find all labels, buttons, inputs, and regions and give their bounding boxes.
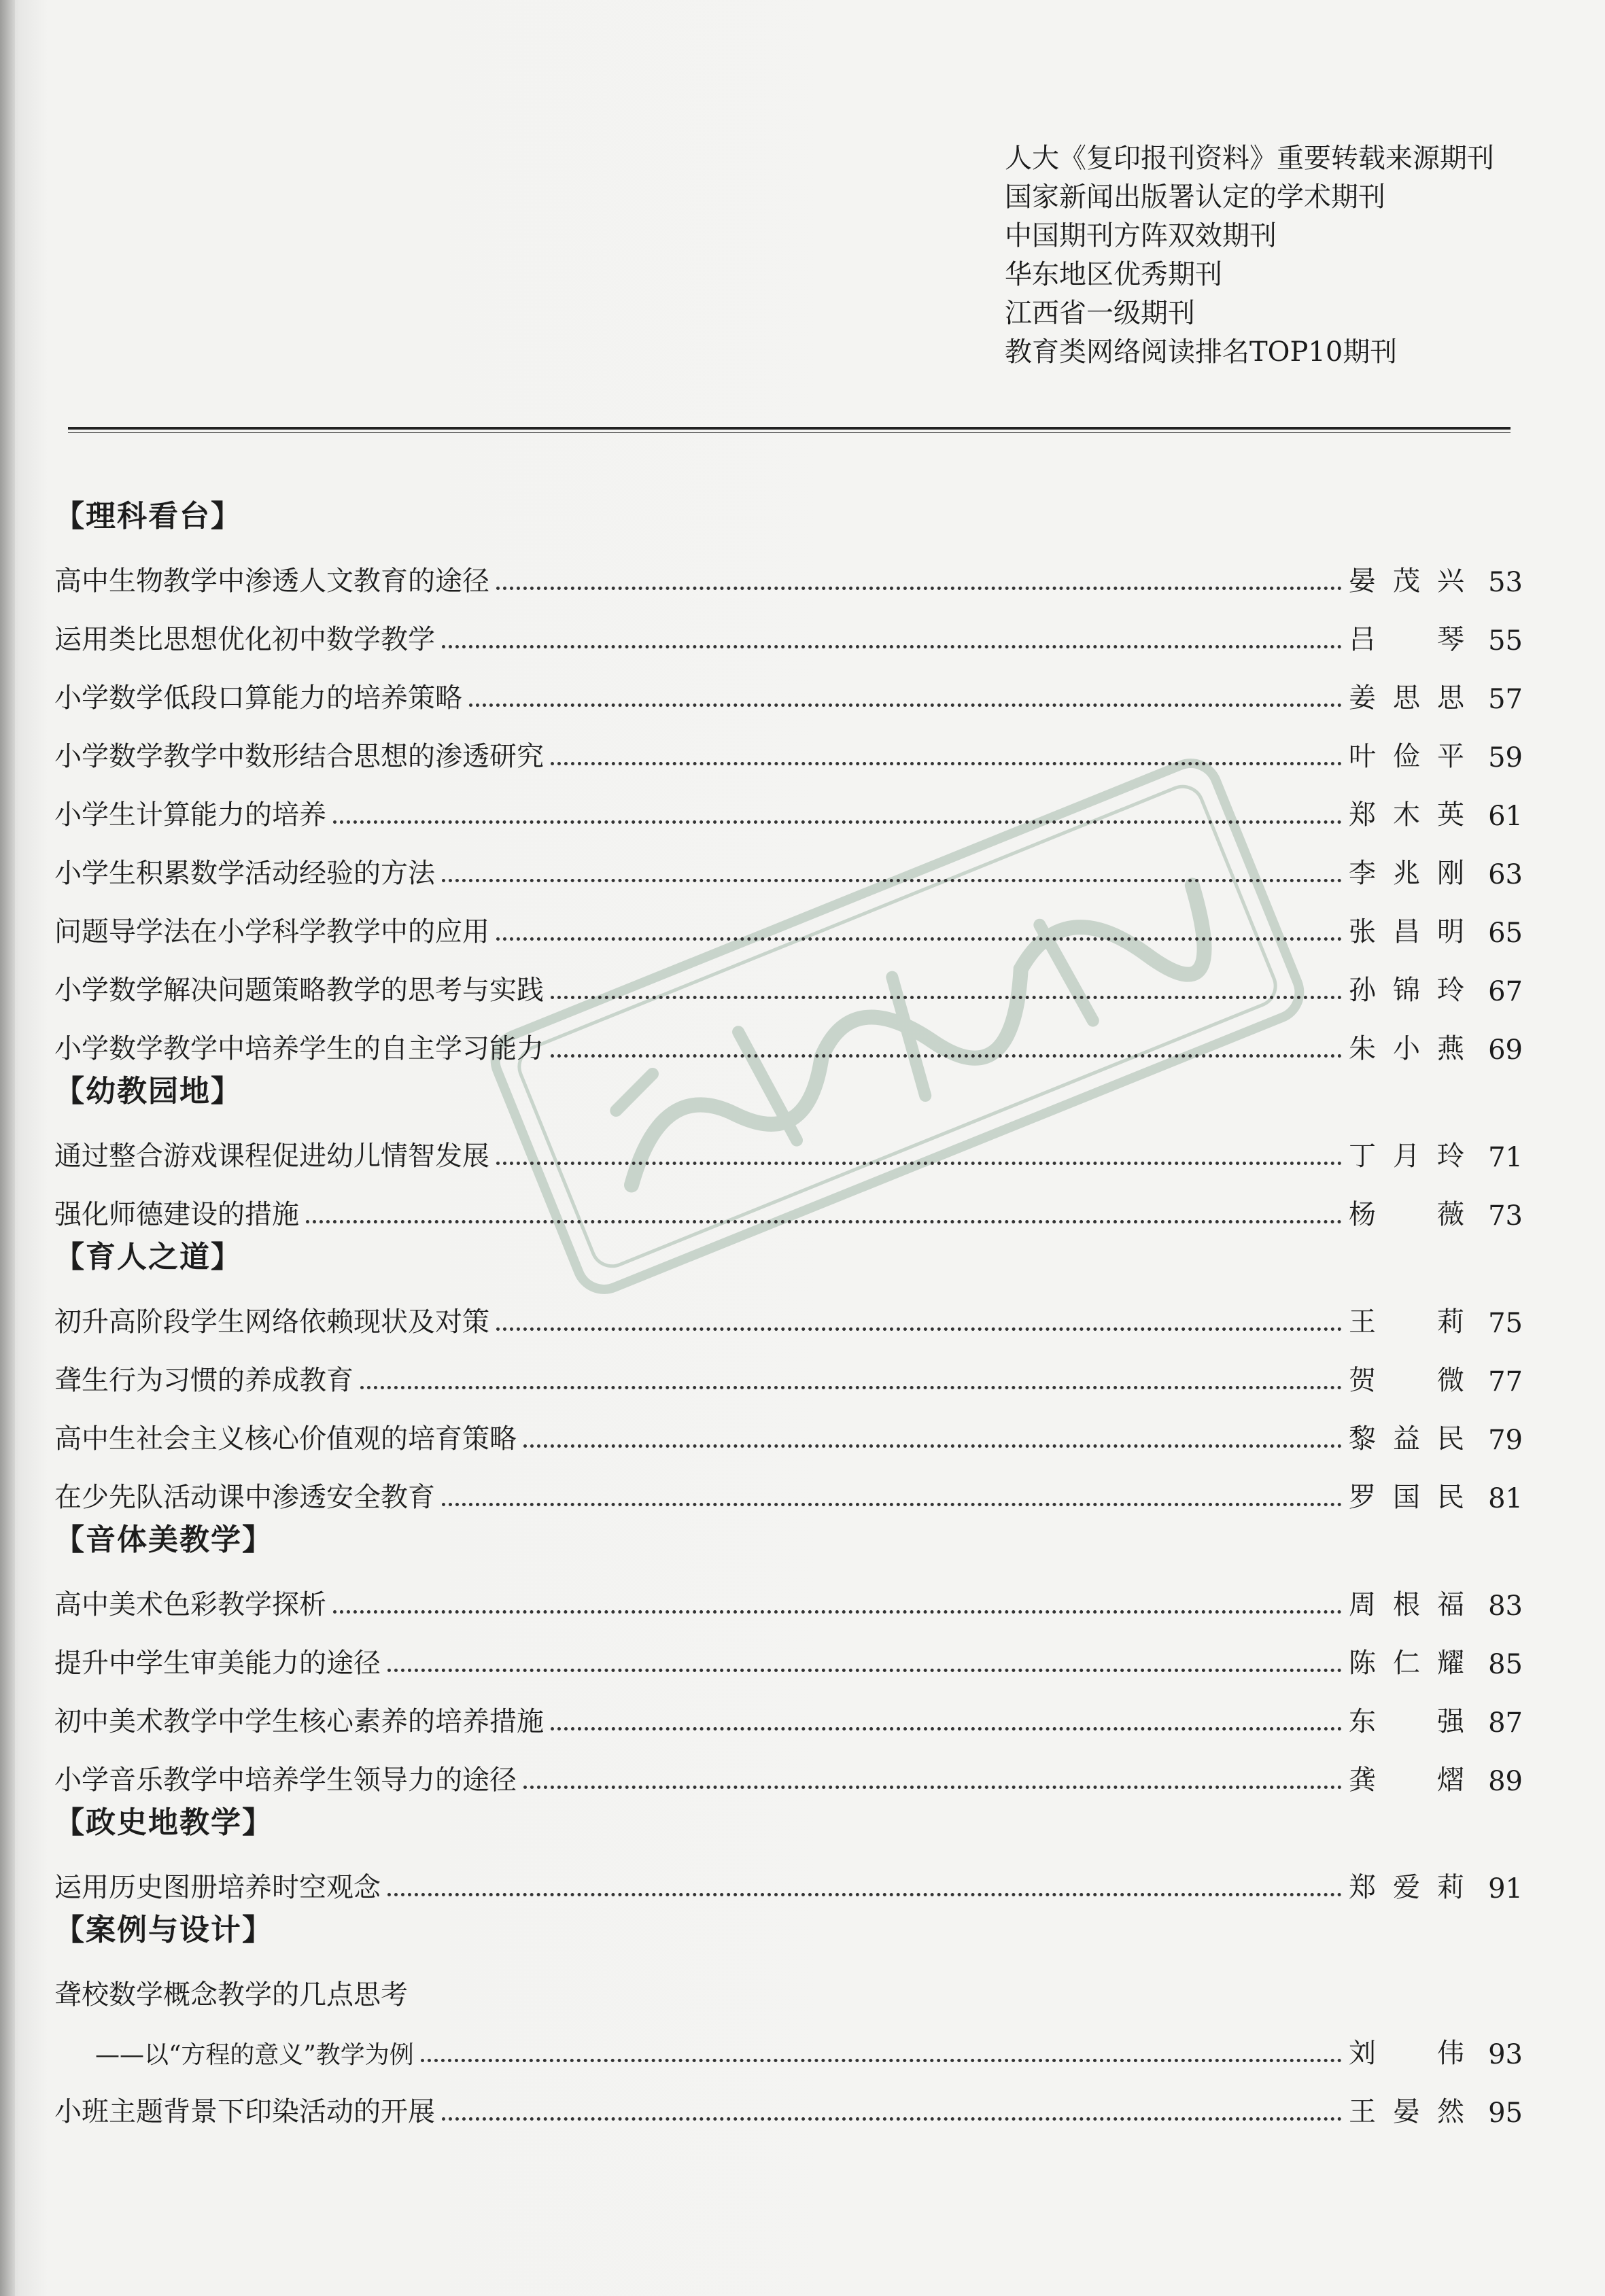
toc-entry-author: 杨薇: [1349, 1199, 1464, 1230]
toc-entry[interactable]: [54, 1456, 1523, 1514]
toc-entry[interactable]: [54, 890, 1523, 949]
credential-line: 教育类网络阅读排名TOP10期刊: [1005, 336, 1398, 368]
toc-entry-page: 89: [1488, 1766, 1523, 1797]
toc-entry-author: 晏茂兴: [1349, 566, 1464, 597]
section-heading: 【理科看台】: [54, 499, 242, 534]
toc-entry-page: 67: [1488, 976, 1523, 1007]
toc-entry-title: 聋生行为习惯的养成教育: [54, 1365, 353, 1396]
toc-entry-author: 张昌明: [1349, 916, 1464, 947]
toc-entry-title: 小学生计算能力的培养: [54, 799, 326, 831]
toc-entry-author: 丁月玲: [1349, 1141, 1464, 1172]
credential-line: 人大《复印报刊资料》重要转载来源期刊: [1005, 143, 1494, 174]
toc-entry-page: 85: [1488, 1649, 1523, 1680]
dot-leader: [523, 1786, 1342, 1789]
toc-entry-author: 叶俭平: [1349, 741, 1464, 772]
toc-entry-page: 53: [1488, 567, 1523, 598]
dot-leader: [442, 645, 1342, 648]
dot-leader: [442, 1503, 1342, 1506]
dot-leader: [551, 1727, 1342, 1730]
toc-entry-page: 55: [1488, 625, 1523, 657]
toc-entry[interactable]: [54, 1007, 1523, 1066]
dot-leader: [551, 762, 1342, 765]
toc-entry-page: 75: [1488, 1308, 1523, 1339]
credential-line: 江西省一级期刊: [1005, 298, 1195, 329]
dot-leader: [421, 2059, 1342, 2062]
toc-entry-author: 吕琴: [1349, 624, 1464, 655]
dot-leader: [387, 1669, 1342, 1672]
toc-entry-title: 强化师德建设的措施: [54, 1199, 299, 1230]
dot-leader: [469, 703, 1342, 707]
toc-entry-title: 高中生物教学中渗透人文教育的途径: [54, 566, 489, 597]
binding-shadow: [0, 0, 15, 2296]
section-heading: 【幼教园地】: [54, 1074, 242, 1109]
section-heading: 【案例与设计】: [54, 1913, 273, 1947]
toc-entry-author: 龚熠: [1349, 1764, 1464, 1796]
toc-entry[interactable]: [54, 1173, 1523, 1232]
toc-entry-page: 91: [1488, 1873, 1523, 1904]
dot-leader: [360, 1386, 1342, 1389]
toc-entry-page: 79: [1488, 1425, 1523, 1456]
toc-entry-title: 小学数学教学中数形结合思想的渗透研究: [54, 741, 544, 772]
toc-entry[interactable]: [54, 1563, 1523, 1622]
toc-entry-title: 运用类比思想优化初中数学教学: [54, 624, 435, 655]
credential-line: 国家新闻出版署认定的学术期刊: [1005, 181, 1385, 213]
toc-entry[interactable]: [54, 1846, 1523, 1904]
toc-entry-title: 运用历史图册培养时空观念: [54, 1872, 381, 1903]
toc-entry[interactable]: [54, 1339, 1523, 1397]
toc-entry-page: 95: [1488, 2098, 1523, 2129]
toc-entry[interactable]: [54, 2070, 1523, 2129]
toc-entry-page: 71: [1488, 1142, 1523, 1173]
toc-entry[interactable]: [54, 598, 1523, 657]
toc-entry-title: 高中生社会主义核心价值观的培育策略: [54, 1423, 517, 1455]
toc-entry[interactable]: [54, 2012, 1523, 2070]
toc-entry-title: 问题导学法在小学科学教学中的应用: [54, 916, 489, 947]
toc-entry-author: 朱小燕: [1349, 1033, 1464, 1064]
toc-entry-title: 小学音乐教学中培养学生领导力的途径: [54, 1764, 517, 1796]
toc-entry[interactable]: [54, 1281, 1523, 1339]
dot-leader: [496, 1327, 1342, 1331]
toc-entry-author: 李兆刚: [1349, 858, 1464, 889]
dot-leader: [551, 1054, 1342, 1058]
toc-entry-page: 57: [1488, 684, 1523, 715]
toc-entry-title: 小学数学解决问题策略教学的思考与实践: [54, 975, 544, 1006]
credential-line: 华东地区优秀期刊: [1005, 259, 1222, 290]
toc-entry[interactable]: [54, 1397, 1523, 1456]
toc-entry-page: 65: [1488, 918, 1523, 949]
toc-entry-title: 提升中学生审美能力的途径: [54, 1648, 381, 1679]
toc-entry-author: 郑爱莉: [1349, 1872, 1464, 1903]
toc-entry[interactable]: [54, 949, 1523, 1007]
dot-leader: [333, 820, 1342, 824]
toc-entry-author: 郑木英: [1349, 799, 1464, 831]
toc-entry[interactable]: [54, 1622, 1523, 1680]
toc-entry-page: 77: [1488, 1366, 1523, 1397]
toc-entry-title: 初升高阶段学生网络依赖现状及对策: [54, 1306, 489, 1338]
toc-entry-author: 王晏然: [1349, 2096, 1464, 2127]
toc-entry-subtitle: ——以“方程的意义”教学为例: [95, 2041, 414, 2069]
toc-entry-author: 孙锦玲: [1349, 975, 1464, 1006]
dot-leader: [306, 1220, 1342, 1223]
toc-entry-title: 通过整合游戏课程促进幼儿情智发展: [54, 1141, 489, 1172]
toc-entry-title: 小学生积累数学活动经验的方法: [54, 858, 435, 889]
dot-leader: [496, 1162, 1342, 1165]
toc-entry-page: 83: [1488, 1590, 1523, 1622]
toc-entry-page: 87: [1488, 1707, 1523, 1739]
dot-leader: [551, 996, 1342, 999]
toc-entry-author: 周根福: [1349, 1589, 1464, 1620]
section-heading: 【育人之道】: [54, 1240, 242, 1274]
toc-entry-page: 63: [1488, 859, 1523, 890]
toc-entry-title: 聋校数学概念教学的几点思考: [54, 1979, 408, 2011]
toc-entry-page: 69: [1488, 1034, 1523, 1066]
toc-entry-page: 73: [1488, 1200, 1523, 1232]
toc-entry[interactable]: [54, 715, 1523, 773]
journal-credentials: [1005, 139, 1576, 372]
toc-entry-author: 王莉: [1349, 1306, 1464, 1338]
toc-entry[interactable]: [54, 832, 1523, 890]
dot-leader: [442, 879, 1342, 882]
toc-entry-author: 刘伟: [1349, 2038, 1464, 2069]
toc-entry-author: 罗国民: [1349, 1482, 1464, 1513]
toc-entry-title: 在少先队活动课中渗透安全教育: [54, 1482, 435, 1513]
toc-entry-author: 黎益民: [1349, 1423, 1464, 1455]
dot-leader: [496, 587, 1342, 590]
toc-entry-page: 81: [1488, 1483, 1523, 1514]
toc-entry-page: 61: [1488, 801, 1523, 832]
toc-entry[interactable]: [54, 1115, 1523, 1173]
toc-entry[interactable]: [54, 1680, 1523, 1739]
dot-leader: [523, 1444, 1342, 1448]
credential-line: 中国期刊方阵双效期刊: [1005, 220, 1277, 251]
dot-leader: [387, 1893, 1342, 1896]
header-rule: [68, 427, 1511, 430]
toc-entry-title: 高中美术色彩教学探析: [54, 1589, 326, 1620]
toc-entry-author: 姜思思: [1349, 682, 1464, 714]
toc-entry-title: 小班主题背景下印染活动的开展: [54, 2096, 435, 2127]
toc-entry-author: 贺微: [1349, 1365, 1464, 1396]
toc-entry-page: 93: [1488, 2039, 1523, 2070]
toc-entry[interactable]: [54, 1739, 1523, 1797]
toc-entry[interactable]: [54, 540, 1523, 598]
section-heading: 【音体美教学】: [54, 1523, 273, 1557]
toc-entry-author: 东强: [1349, 1706, 1464, 1737]
toc-entry[interactable]: [54, 773, 1523, 832]
toc-entry-title: 小学数学低段口算能力的培养策略: [54, 682, 462, 714]
dot-leader: [333, 1610, 1342, 1614]
toc-entry-title: 小学数学教学中培养学生的自主学习能力: [54, 1033, 544, 1064]
toc-entry-page: 59: [1488, 742, 1523, 773]
table-of-contents: [54, 491, 1523, 2129]
dot-leader: [442, 2117, 1342, 2121]
dot-leader: [496, 937, 1342, 941]
section-heading: 【政史地教学】: [54, 1805, 273, 1840]
toc-entry-title: 初中美术教学中学生核心素养的培养措施: [54, 1706, 544, 1737]
toc-entry-author: 陈仁耀: [1349, 1648, 1464, 1679]
toc-entry[interactable]: [54, 657, 1523, 715]
